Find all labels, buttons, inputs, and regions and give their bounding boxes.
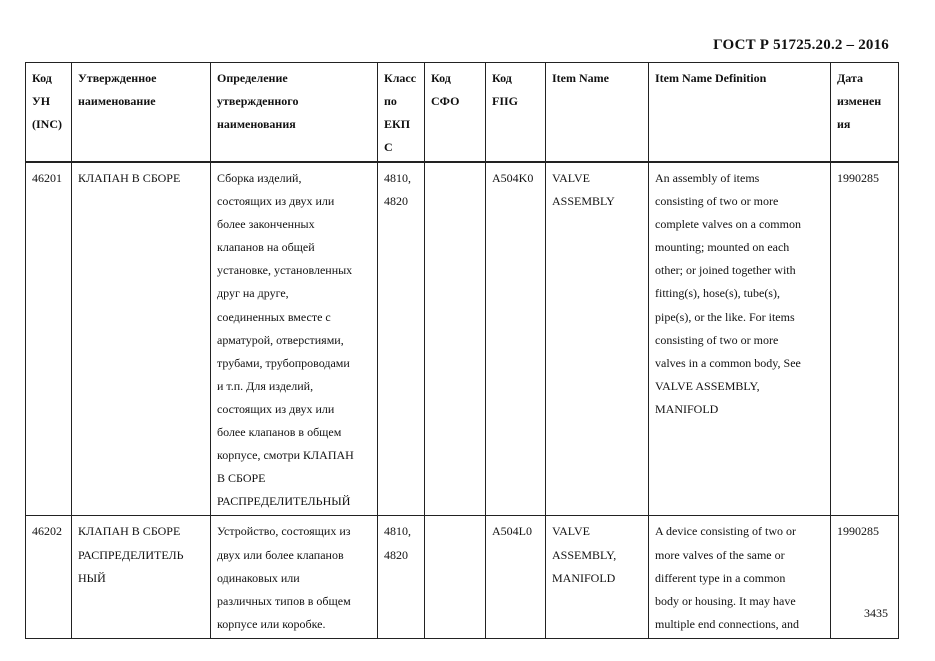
- column-header-item-name: Item Name: [546, 63, 649, 163]
- column-header-fiig: Код FIIG: [486, 63, 546, 163]
- cell-fiig: A504K0: [486, 162, 546, 516]
- cell-code: 46201: [26, 162, 72, 516]
- cell-code: 46202: [26, 516, 72, 638]
- cell-class: 4810, 4820: [378, 516, 425, 638]
- column-header-class: Класс по ЕКПС: [378, 63, 425, 163]
- column-header-definition: Определение утвержденного наименования: [211, 63, 378, 163]
- cell-item-definition: A device consisting of two or more valves of the same or different type in a common body or housing. It may have multiple end connections, and: [649, 516, 831, 638]
- cell-date: 1990285: [831, 162, 899, 516]
- table-row: [26, 516, 899, 638]
- cell-sfo: [425, 516, 486, 638]
- column-header-sfo: Код СФО: [425, 63, 486, 163]
- cell-class: 4810, 4820: [378, 162, 425, 516]
- cell-item-definition: An assembly of items consisting of two or more complete valves on a common mounting; mounted on each other; or joined together with fitting(s), hose(s), tube(s), pipe(s), or the like. For items consisting of two or more valves in a common body, See VALVE ASSEMBLY, MANIFOLD: [649, 162, 831, 516]
- register-table: [25, 62, 899, 639]
- cell-sfo: [425, 162, 486, 516]
- cell-date: 1990285: [831, 516, 899, 638]
- table-header-row: [26, 63, 899, 163]
- cell-approved-name: КЛАПАН В СБОРЕ РАСПРЕДЕЛИТЕЛЬ НЫЙ: [72, 516, 211, 638]
- document-standard-header: ГОСТ Р 51725.20.2 – 2016: [713, 37, 889, 53]
- table-row: [26, 162, 899, 516]
- cell-item-name: VALVE ASSEMBLY: [546, 162, 649, 516]
- cell-approved-name: КЛАПАН В СБОРЕ: [72, 162, 211, 516]
- cell-definition: Устройство, состоящих из двух или более клапанов одинаковых или различных типов в общем корпусе или коробке.: [211, 516, 378, 638]
- column-header-date: Дата изменен ия: [831, 63, 899, 163]
- column-header-approved-name: Утвержденное наименование: [72, 63, 211, 163]
- cell-fiig: A504L0: [486, 516, 546, 638]
- page-number: 3435: [864, 606, 888, 620]
- cell-definition: Сборка изделий, состоящих из двух или более законченных клапанов на общей установке, установленных друг на друге, соединенных вместе с арматурой, отверстиями, трубами, трубопроводами и т.п. Для изделий, состоящих из двух или более клапанов в общем корпусе, смотри КЛАПАН В СБОРЕ РАСПРЕДЕЛИТЕЛЬНЫЙ: [211, 162, 378, 516]
- column-header-code: Код УН (INC): [26, 63, 72, 163]
- column-header-item-definition: Item Name Definition: [649, 63, 831, 163]
- cell-item-name: VALVE ASSEMBLY, MANIFOLD: [546, 516, 649, 638]
